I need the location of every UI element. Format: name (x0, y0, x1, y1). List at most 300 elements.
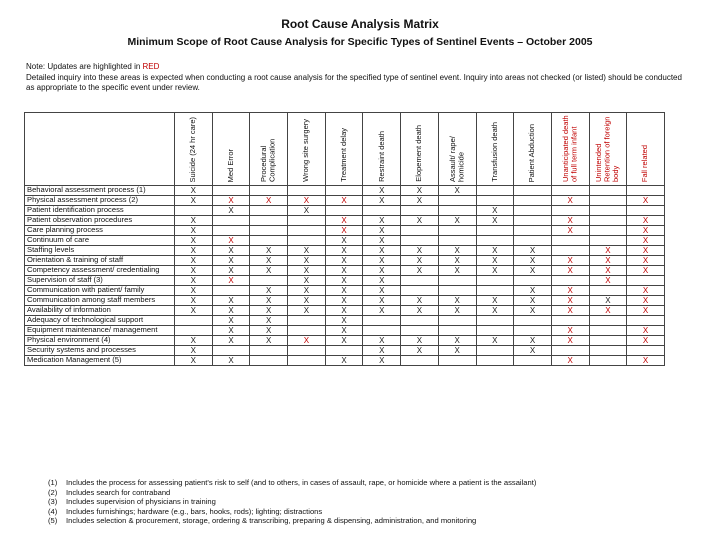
matrix-cell (438, 356, 476, 366)
footnote-number: (2) (48, 487, 58, 497)
matrix-cell: X (438, 296, 476, 306)
column-header-label: Assault/ rape/ homicide (447, 136, 466, 182)
matrix-cell: X (514, 336, 552, 346)
matrix-cell (288, 186, 326, 196)
column-header (589, 113, 627, 186)
row-label: Physical assessment process (2) (25, 196, 175, 206)
matrix-cell: X (551, 256, 589, 266)
matrix-cell (288, 316, 326, 326)
matrix-cell (514, 316, 552, 326)
matrix-cell: X (325, 226, 363, 236)
matrix-cell: X (250, 286, 288, 296)
table-row (25, 206, 665, 216)
matrix-cell: X (325, 246, 363, 256)
matrix-cell: X (175, 236, 213, 246)
row-label: Competency assessment/ credentialing (25, 266, 175, 276)
table-row (25, 216, 665, 226)
table-row (25, 356, 665, 366)
column-header-label: Wrong site surgery (301, 119, 311, 182)
table-row (25, 186, 665, 196)
matrix-cell: X (551, 336, 589, 346)
matrix-cell: X (288, 296, 326, 306)
matrix-cell: X (627, 266, 665, 276)
table-row (25, 286, 665, 296)
matrix-cell: X (589, 306, 627, 316)
row-label: Availability of information (25, 306, 175, 316)
matrix-cell: X (476, 306, 514, 316)
table-row (25, 296, 665, 306)
matrix-cell: X (627, 336, 665, 346)
column-header-label: Med Error (225, 148, 235, 182)
matrix-cell (438, 226, 476, 236)
matrix-cell: X (325, 326, 363, 336)
footnote-number: (5) (48, 516, 58, 526)
matrix-cell: X (551, 196, 589, 206)
matrix-cell: X (589, 256, 627, 266)
matrix-cell: X (212, 196, 250, 206)
matrix-cell (250, 226, 288, 236)
matrix-cell (288, 326, 326, 336)
matrix-cell: X (175, 286, 213, 296)
row-label: Medication Management (5) (25, 356, 175, 366)
matrix-cell (288, 236, 326, 246)
matrix-cell: X (363, 186, 401, 196)
matrix-cell: X (627, 286, 665, 296)
matrix-cell: X (438, 256, 476, 266)
matrix-cell (175, 316, 213, 326)
matrix-cell: X (212, 326, 250, 336)
matrix-cell (325, 206, 363, 216)
matrix-cell: X (514, 346, 552, 356)
matrix-cell (476, 226, 514, 236)
matrix-cell (627, 186, 665, 196)
matrix-cell: X (514, 266, 552, 276)
matrix-cell: X (288, 276, 326, 286)
root-cause-matrix-table (24, 112, 665, 366)
matrix-cell: X (288, 206, 326, 216)
table-row (25, 266, 665, 276)
row-label: Adequacy of technological support (25, 316, 175, 326)
matrix-cell: X (401, 346, 439, 356)
matrix-cell: X (212, 236, 250, 246)
matrix-cell: X (325, 196, 363, 206)
matrix-cell (476, 356, 514, 366)
matrix-cell (551, 246, 589, 256)
matrix-cell: X (401, 216, 439, 226)
matrix-cell: X (288, 336, 326, 346)
matrix-cell: X (438, 306, 476, 316)
column-header-label: Treatment delay (338, 128, 348, 182)
row-label: Communication among staff members (25, 296, 175, 306)
matrix-cell (325, 186, 363, 196)
table-row (25, 316, 665, 326)
matrix-cell (514, 196, 552, 206)
matrix-cell: X (627, 246, 665, 256)
matrix-cell: X (363, 226, 401, 236)
matrix-cell (175, 326, 213, 336)
matrix-cell: X (250, 306, 288, 316)
matrix-cell: X (627, 236, 665, 246)
matrix-cell (401, 286, 439, 296)
matrix-cell (589, 216, 627, 226)
matrix-cell: X (250, 316, 288, 326)
matrix-cell: X (476, 266, 514, 276)
matrix-cell: X (363, 346, 401, 356)
matrix-cell: X (325, 236, 363, 246)
matrix-cell (514, 356, 552, 366)
matrix-cell (476, 286, 514, 296)
matrix-cell (401, 276, 439, 286)
column-header-label: Suicide (24 hr care) (188, 116, 198, 182)
matrix-cell: X (250, 196, 288, 206)
matrix-cell (438, 206, 476, 216)
matrix-cell (476, 326, 514, 336)
matrix-cell: X (175, 266, 213, 276)
matrix-cell: X (551, 216, 589, 226)
matrix-cell: X (589, 246, 627, 256)
matrix-cell (288, 226, 326, 236)
matrix-cell: X (438, 246, 476, 256)
matrix-cell (551, 316, 589, 326)
matrix-cell: X (212, 306, 250, 316)
matrix-cell: X (325, 296, 363, 306)
column-header (401, 113, 439, 186)
matrix-cell (325, 346, 363, 356)
matrix-cell: X (363, 336, 401, 346)
matrix-cell (363, 316, 401, 326)
matrix-cell: X (212, 246, 250, 256)
matrix-cell (551, 236, 589, 246)
matrix-cell: X (363, 216, 401, 226)
note-highlight: RED (142, 62, 160, 71)
matrix-cell: X (212, 206, 250, 216)
matrix-cell (250, 206, 288, 216)
table-row (25, 346, 665, 356)
matrix-cell (514, 326, 552, 336)
table-row (25, 336, 665, 346)
matrix-cell (551, 206, 589, 216)
matrix-cell: X (551, 296, 589, 306)
matrix-cell: X (175, 186, 213, 196)
row-label: Continuum of care (25, 236, 175, 246)
matrix-cell: X (288, 306, 326, 316)
matrix-cell: X (325, 306, 363, 316)
matrix-cell: X (250, 246, 288, 256)
matrix-cell: X (514, 286, 552, 296)
matrix-cell: X (250, 256, 288, 266)
column-header (175, 113, 213, 186)
matrix-cell: X (175, 306, 213, 316)
table-row (25, 196, 665, 206)
matrix-cell: X (363, 356, 401, 366)
matrix-cell: X (212, 356, 250, 366)
matrix-cell: X (438, 336, 476, 346)
matrix-cell (212, 346, 250, 356)
column-header (438, 113, 476, 186)
footnote (48, 478, 708, 488)
matrix-cell (589, 226, 627, 236)
matrix-cell (551, 346, 589, 356)
row-label: Equipment maintenance/ management (25, 326, 175, 336)
matrix-cell: X (476, 296, 514, 306)
matrix-cell (212, 286, 250, 296)
footnote-number: (3) (48, 497, 58, 507)
column-header (288, 113, 326, 186)
matrix-cell (401, 236, 439, 246)
column-header-label: Unintended Retention of foreign body (594, 116, 621, 182)
matrix-cell (551, 276, 589, 286)
footnote-text: Includes the process for assessing patient's risk to self (and to others, in cases of assault, rape, or homicide where a patient is the assailant) (66, 478, 537, 487)
row-label: Supervision of staff (3) (25, 276, 175, 286)
page-subtitle: Minimum Scope of Root Cause Analysis for Specific Types of Sentinel Events – October 2005 (127, 36, 593, 48)
column-header-label: Transfusion death (489, 122, 499, 182)
column-header (363, 113, 401, 186)
row-label: Physical environment (4) (25, 336, 175, 346)
matrix-cell: X (175, 226, 213, 236)
matrix-cell: X (250, 266, 288, 276)
matrix-cell: X (363, 296, 401, 306)
matrix-cell: X (325, 266, 363, 276)
matrix-cell: X (589, 276, 627, 286)
matrix-cell (212, 226, 250, 236)
matrix-cell: X (250, 296, 288, 306)
column-header (325, 113, 363, 186)
matrix-cell (514, 216, 552, 226)
matrix-cell: X (627, 326, 665, 336)
matrix-cell: X (514, 296, 552, 306)
page-title: Root Cause Analysis Matrix (281, 17, 439, 31)
matrix-cell: X (589, 266, 627, 276)
matrix-cell: X (175, 346, 213, 356)
table-row (25, 246, 665, 256)
matrix-cell (476, 196, 514, 206)
matrix-cell (438, 276, 476, 286)
matrix-cell: X (476, 206, 514, 216)
header-corner (25, 113, 175, 186)
matrix-cell: X (175, 336, 213, 346)
matrix-cell (175, 206, 213, 216)
matrix-cell: X (250, 336, 288, 346)
footnote (48, 497, 708, 507)
table-row (25, 306, 665, 316)
footnote-number: (4) (48, 506, 58, 516)
row-label: Behavioral assessment process (1) (25, 186, 175, 196)
column-header-label: Unanticipated death of full term infant (560, 115, 579, 182)
matrix-cell (288, 356, 326, 366)
matrix-cell: X (212, 296, 250, 306)
matrix-cell: X (363, 276, 401, 286)
column-header-label: Fall related (640, 144, 650, 182)
matrix-cell: X (514, 256, 552, 266)
matrix-cell: X (401, 306, 439, 316)
matrix-cell (589, 336, 627, 346)
matrix-cell: X (175, 246, 213, 256)
matrix-cell (514, 206, 552, 216)
footnote (48, 488, 708, 498)
matrix-cell (589, 286, 627, 296)
matrix-cell (212, 186, 250, 196)
matrix-cell (589, 206, 627, 216)
matrix-cell: X (401, 186, 439, 196)
matrix-cell: X (476, 246, 514, 256)
matrix-cell (589, 356, 627, 366)
row-label: Care planning process (25, 226, 175, 236)
matrix-cell: X (212, 276, 250, 286)
matrix-cell (250, 276, 288, 286)
footnote-number: (1) (48, 478, 58, 487)
footnote-text: Includes selection & procurement, storage, ordering & transcribing, preparing & dispensing, administration, and monitoring (66, 516, 477, 526)
matrix-cell: X (551, 266, 589, 276)
matrix-cell: X (551, 226, 589, 236)
matrix-cell: X (627, 216, 665, 226)
matrix-cell: X (627, 306, 665, 316)
matrix-cell (401, 226, 439, 236)
matrix-cell: X (288, 256, 326, 266)
matrix-cell (514, 226, 552, 236)
column-header (514, 113, 552, 186)
matrix-cell (250, 216, 288, 226)
matrix-cell (589, 196, 627, 206)
matrix-cell (589, 316, 627, 326)
matrix-cell (589, 326, 627, 336)
matrix-cell (627, 206, 665, 216)
matrix-cell: X (325, 336, 363, 346)
matrix-cell: X (325, 256, 363, 266)
matrix-cell (401, 206, 439, 216)
row-label: Staffing levels (25, 246, 175, 256)
matrix-cell: X (514, 246, 552, 256)
matrix-cell: X (401, 256, 439, 266)
matrix-cell (476, 316, 514, 326)
matrix-cell: X (627, 226, 665, 236)
matrix-cell (476, 186, 514, 196)
footnote-text: Includes search for contraband (66, 487, 171, 497)
matrix-cell (363, 326, 401, 336)
table-row (25, 256, 665, 266)
row-label: Orientation & training of staff (25, 256, 175, 266)
matrix-cell (250, 236, 288, 246)
matrix-cell: X (363, 306, 401, 316)
matrix-cell: X (363, 256, 401, 266)
matrix-cell: X (212, 256, 250, 266)
matrix-cell (401, 356, 439, 366)
matrix-cell: X (175, 276, 213, 286)
table-row (25, 226, 665, 236)
matrix-cell: X (325, 316, 363, 326)
matrix-cell: X (514, 306, 552, 316)
matrix-cell: X (401, 266, 439, 276)
footnote-text: Includes furnishings; hardware (e.g., bars, hooks, rods); lighting; distractions (66, 506, 323, 516)
matrix-cell (589, 186, 627, 196)
matrix-cell: X (175, 356, 213, 366)
matrix-cell (476, 236, 514, 246)
matrix-cell (212, 216, 250, 226)
matrix-cell: X (175, 256, 213, 266)
matrix-cell: X (476, 336, 514, 346)
matrix-cell: X (288, 246, 326, 256)
column-header-label: Elopement death (414, 125, 424, 182)
footnotes (48, 478, 708, 526)
column-header-label: Patient Abduction (527, 123, 537, 182)
matrix-cell: X (363, 236, 401, 246)
column-header (250, 113, 288, 186)
row-label: Patient observation procedures (25, 216, 175, 226)
matrix-body (25, 186, 665, 366)
matrix-cell: X (175, 296, 213, 306)
matrix-cell: X (551, 306, 589, 316)
matrix-cell (438, 196, 476, 206)
matrix-cell: X (175, 216, 213, 226)
matrix-cell (250, 356, 288, 366)
matrix-cell (627, 316, 665, 326)
matrix-cell: X (627, 356, 665, 366)
matrix-cell: X (363, 196, 401, 206)
matrix-cell: X (438, 346, 476, 356)
matrix-cell (627, 276, 665, 286)
matrix-cell: X (627, 296, 665, 306)
matrix-cell (627, 346, 665, 356)
matrix-cell (438, 286, 476, 296)
matrix-cell (551, 186, 589, 196)
row-label: Patient identification process (25, 206, 175, 216)
matrix-cell (401, 326, 439, 336)
matrix-cell: X (288, 286, 326, 296)
matrix-cell: X (325, 356, 363, 366)
matrix-cell: X (363, 246, 401, 256)
matrix-cell (589, 236, 627, 246)
matrix-cell: X (288, 266, 326, 276)
matrix-cell: X (212, 336, 250, 346)
matrix-cell: X (401, 196, 439, 206)
matrix-cell: X (627, 256, 665, 266)
matrix-cell: X (589, 296, 627, 306)
matrix-cell: X (551, 286, 589, 296)
matrix-cell: X (212, 266, 250, 276)
matrix-cell: X (288, 196, 326, 206)
matrix-cell: X (438, 266, 476, 276)
footnote (48, 507, 708, 517)
matrix-cell (250, 346, 288, 356)
column-header (212, 113, 250, 186)
column-header-label: Procedural Complication (259, 138, 277, 182)
matrix-cell: X (212, 316, 250, 326)
note-block (26, 62, 692, 94)
column-header (476, 113, 514, 186)
matrix-cell (438, 326, 476, 336)
matrix-cell (438, 236, 476, 246)
matrix-cell: X (325, 276, 363, 286)
matrix-cell (514, 236, 552, 246)
matrix-cell: X (363, 266, 401, 276)
matrix-cell (438, 316, 476, 326)
matrix-cell (401, 316, 439, 326)
column-header (627, 113, 665, 186)
matrix-cell: X (250, 326, 288, 336)
table-row (25, 276, 665, 286)
matrix-cell: X (363, 286, 401, 296)
matrix-cell: X (476, 256, 514, 266)
matrix-cell (514, 276, 552, 286)
row-label: Security systems and processes (25, 346, 175, 356)
matrix-cell: X (551, 326, 589, 336)
matrix-cell (476, 346, 514, 356)
matrix-cell: X (401, 246, 439, 256)
matrix-cell (589, 346, 627, 356)
column-header-label: Restraint death (376, 131, 386, 182)
matrix-cell: X (325, 216, 363, 226)
matrix-cell (288, 346, 326, 356)
row-label: Communication with patient/ family (25, 286, 175, 296)
